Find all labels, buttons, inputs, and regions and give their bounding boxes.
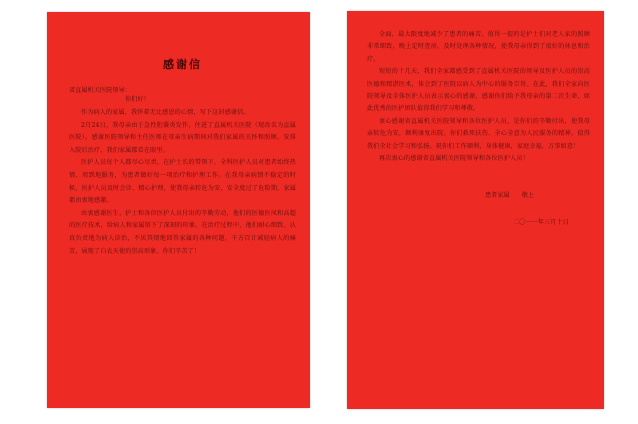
letter-page-left [47,12,310,408]
left-paragraph-1: 作为病人的家属，我怀着无比感恩的心情，写下这封感谢信。 [81,109,250,116]
left-paragraph-4: 由衷感谢医生、护士和各位医护人员付出的辛勤劳动，他们的医德医风和高超的医疗技术，给病人和家属留下了深刻的印象。在治疗过程中，他们耐心细致、认真负责地为病人诊治，不厌其烦地回答家属的各种问题，千方百计减轻病人的痛苦，展现了白衣天使的崇高形象。你们辛苦了！ [69,209,296,255]
left-paragraph-2: 2月24日，我母亲由于急性胆囊炎发作，住进了直属机关医院（现改名为直属医院）。感谢医院领导和主任医师在母亲生病期间对我们家属的关怀和照顾，安排入院后治疗，我们家属都看在眼里。 [69,121,296,154]
signature-line [367,191,590,200]
letter-page-right [347,11,604,409]
signature-label: 患者家属 [485,192,510,200]
letter-date: 二〇一一年三月十日 [513,219,569,227]
signature-bow: 敬上 [521,192,535,200]
letter-greeting: 你们好！ [125,96,150,103]
right-paragraph-2: 短短的十几天，我们全家都感受到了直属机关医院的领导及医护人员的崇高医德和精湛医术，体会到了医院以病人为中心的服务宗旨。在此，我们全家向医院领导及全体医护人员表示衷心的感谢，感谢你们给予我母亲的第二次生命，如此优秀的医护团队值得我们学习和尊敬。 [367,68,590,113]
letter-salutation: 省直属机关医院领导： [69,87,131,94]
letter-title: 感谢信 [163,58,202,71]
right-paragraph-3: 衷心感谢省直属机关医院领导和各位医护人员，是你们的辛勤付出，使我母亲转危为安，顺利康复出院。你们救死扶伤、全心全意为人民服务的精神，值得我们全社会学习和弘扬。祝你们工作顺利，身体健康，家庭幸福，万事如意！ [367,117,590,150]
right-paragraph-4: 再次衷心的感谢省直属机关医院领导和各位医护人员！ [379,155,529,163]
left-paragraph-3: 医护人员每个人都尽心尽责，在护士长的带领下，全科医护人员对患者始终热情、周到地服务，为患者做好每一项治疗和护理工作。在我母亲病情不稳定的时候，医护人员及时会诊、精心护理，使我母亲转危为安，安全度过了危险期，家属都由衷地感激。 [69,159,296,205]
right-paragraph-1: 全面，最大限度地减少了患者的痛苦。值得一提的是护士们对老人家的照顾非常细致，晚上定时查房，及时处理各种情况，使我母亲得到了很好的休息和治疗。 [367,31,590,63]
